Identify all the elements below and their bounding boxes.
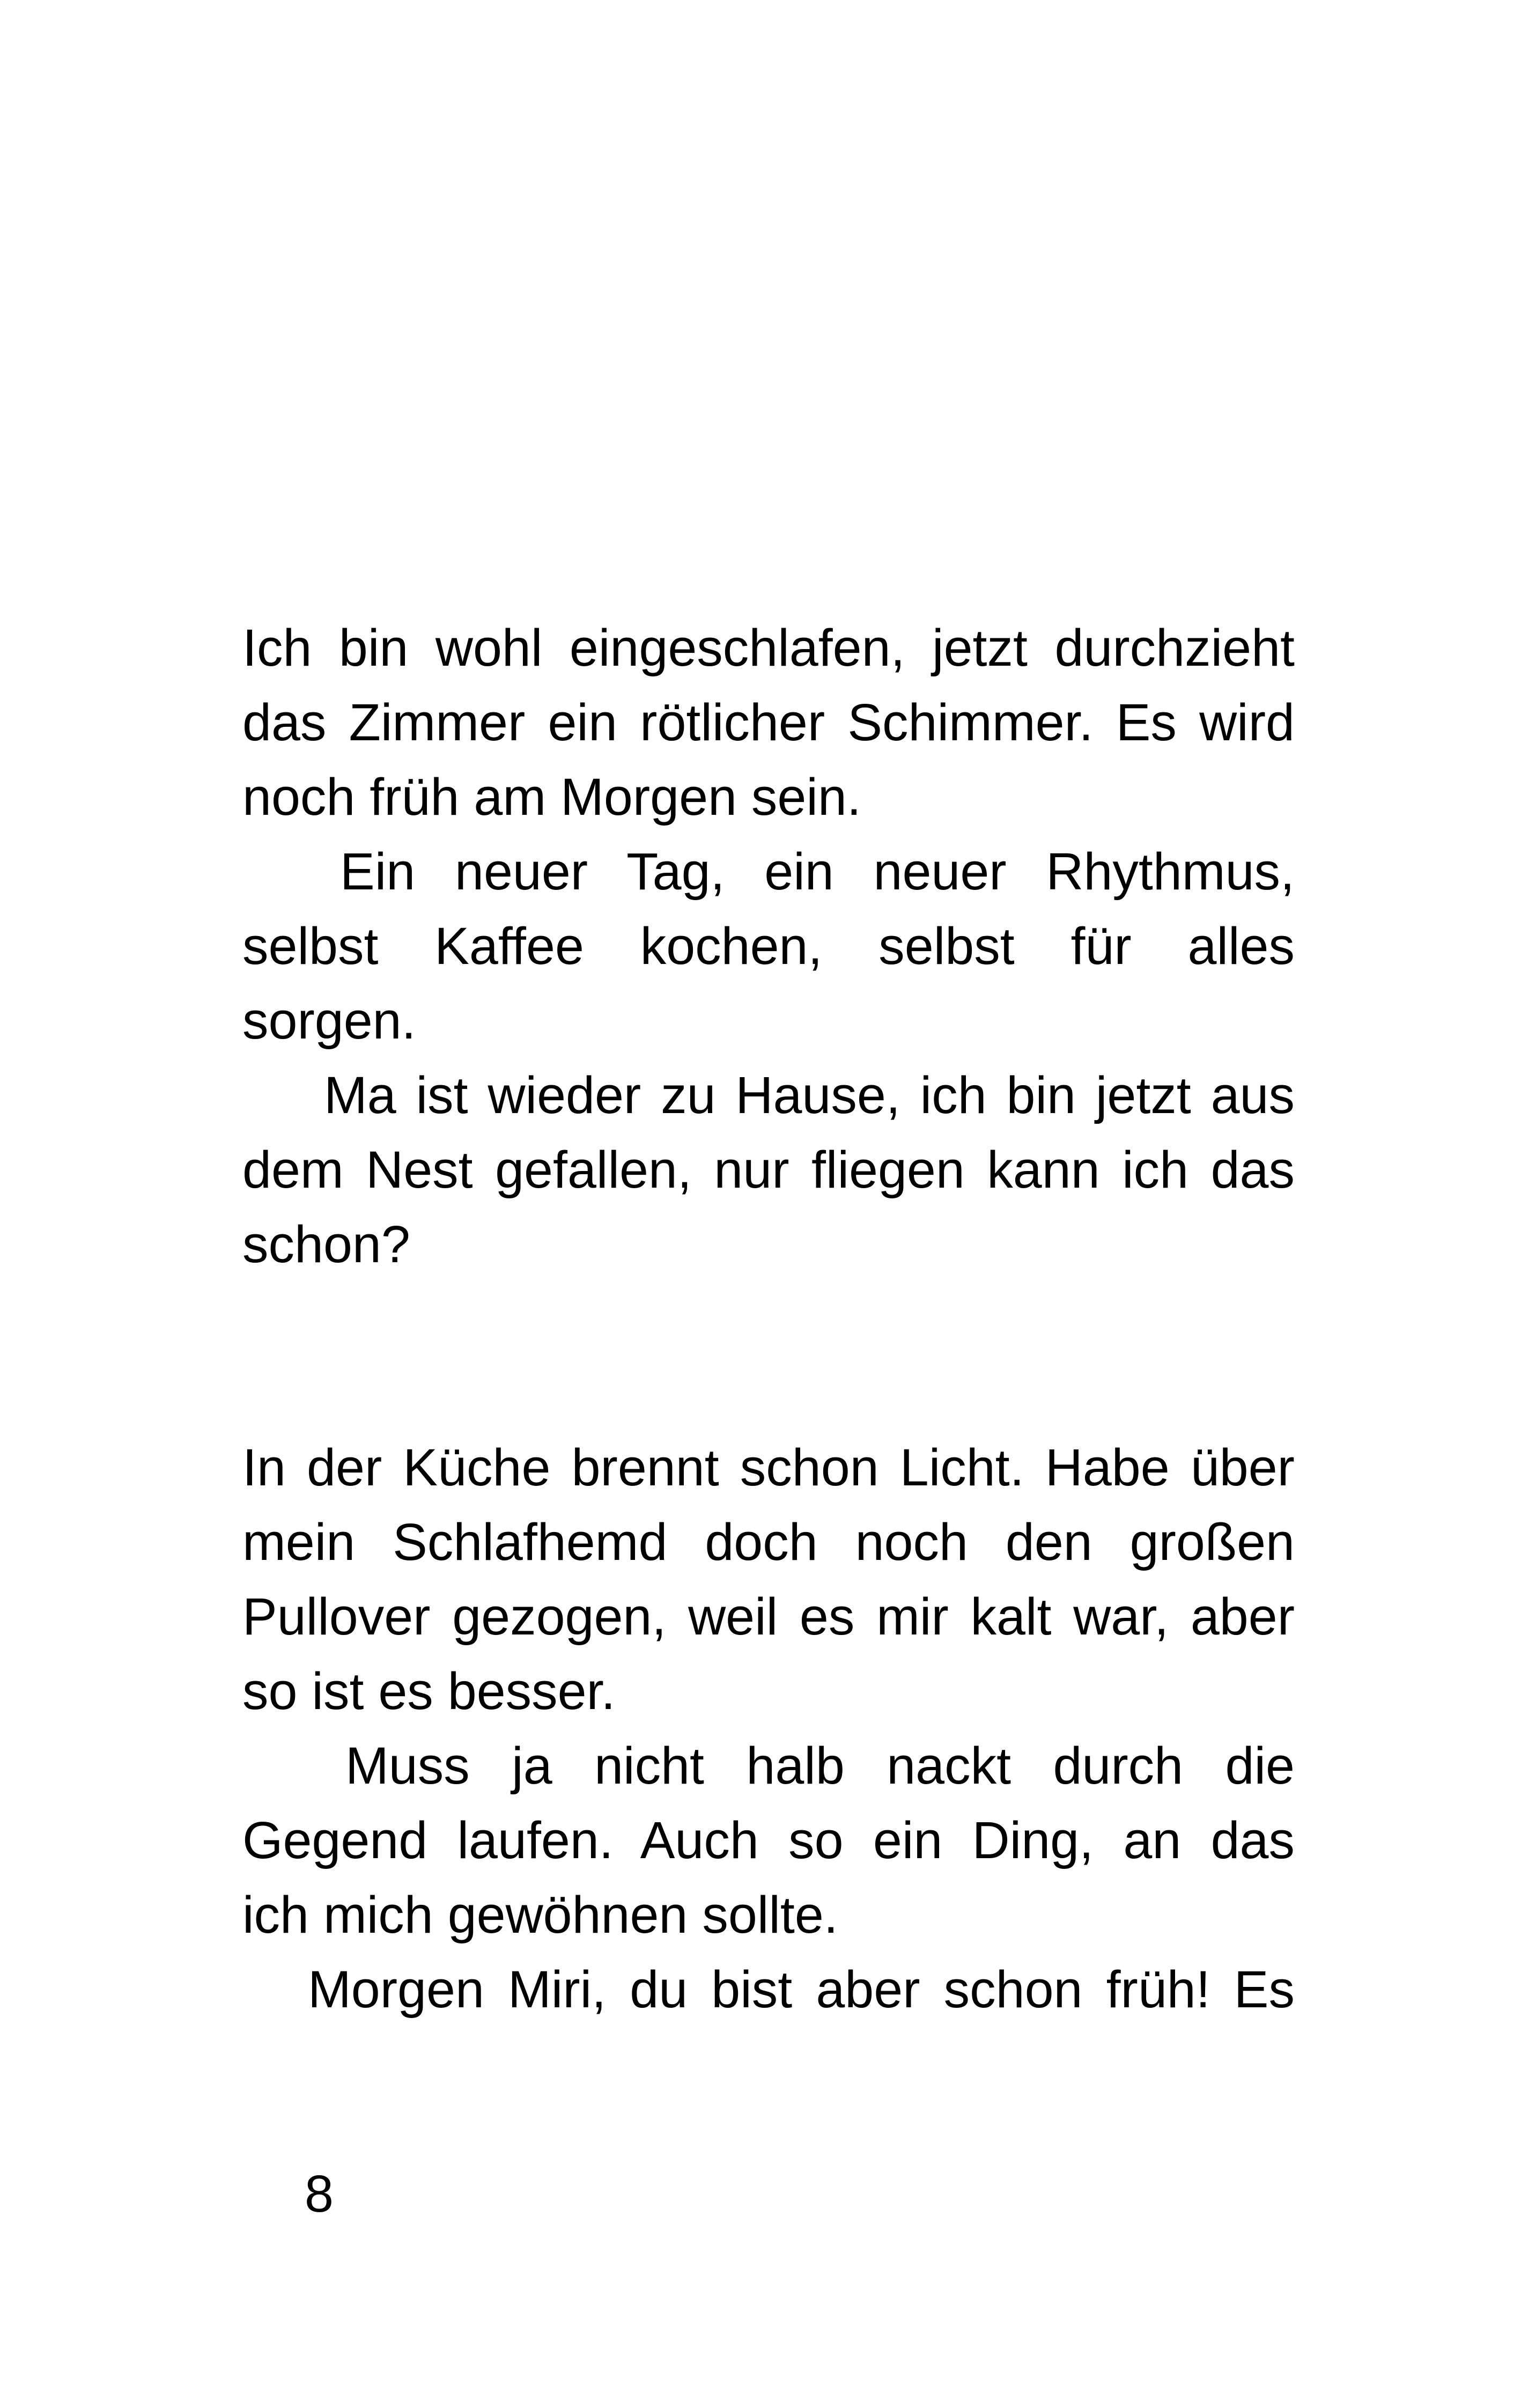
paragraph-2-line-3: sorgen.: [242, 991, 416, 1050]
paragraph-1-line-1: Ich bin wohl eingeschlafen, jetzt durchzieht: [242, 618, 1295, 677]
paragraph-1-line-3: noch früh am Morgen sein.: [242, 768, 861, 826]
paragraph-5-line-3: ich mich gewöhnen sollte.: [242, 1886, 838, 1944]
paragraph-1-line-2: das Zimmer ein rötlicher Schimmer. Es wird: [242, 693, 1295, 752]
paragraph-3-line-2: dem Nest gefallen, nur fliegen kann ich das: [242, 1140, 1295, 1199]
paragraph-4-line-3: Pullover gezogen, weil es mir kalt war, aber: [242, 1587, 1295, 1646]
page-number: 8: [305, 2164, 334, 2223]
paragraph-4-line-4: so ist es besser.: [242, 1662, 616, 1720]
paragraph-5-line-1: Muss ja nicht halb nackt durch die: [345, 1736, 1295, 1795]
paragraph-2-line-1: Ein neuer Tag, ein neuer Rhythmus,: [340, 842, 1295, 901]
paragraph-3-line-1: Ma ist wieder zu Hause, ich bin jetzt aus: [324, 1066, 1295, 1124]
text-section-2: [242, 1430, 1295, 2027]
paragraph-4-line-2: mein Schlafhemd doch noch den großen: [242, 1513, 1295, 1571]
paragraph-4-line-1: In der Küche brennt schon Licht. Habe über: [242, 1438, 1295, 1497]
paragraph-3-line-3: schon?: [242, 1215, 410, 1273]
paragraph-5-line-2: Gegend laufen. Auch so ein Ding, an das: [242, 1811, 1295, 1869]
paragraph-6-line-1: Morgen Miri, du bist aber schon früh! Es: [308, 1960, 1295, 2019]
paragraph-2-line-2: selbst Kaffee kochen, selbst für alles: [242, 917, 1295, 975]
text-section-1: [242, 610, 1295, 1282]
